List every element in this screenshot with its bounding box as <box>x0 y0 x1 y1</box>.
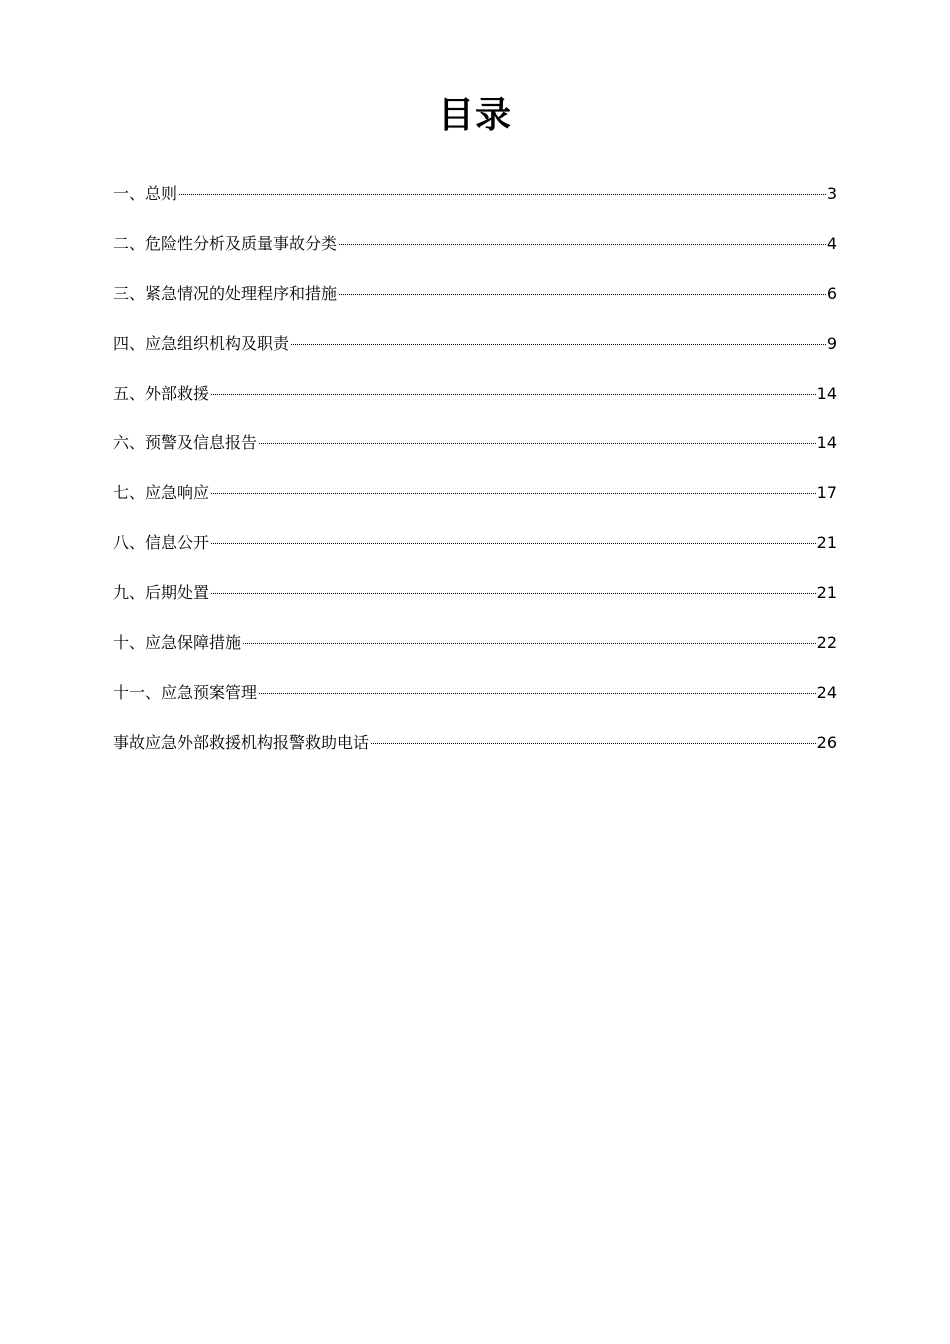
toc-entry-label: 七、应急响应 <box>113 483 210 503</box>
toc-entry[interactable] <box>113 330 837 380</box>
toc-entry[interactable] <box>113 230 837 280</box>
toc-entry[interactable] <box>113 729 837 779</box>
toc-entry-label: 十一、应急预案管理 <box>113 682 258 702</box>
toc-entry-label: 三、紧急情况的处理程序和措施 <box>113 283 338 303</box>
toc-page-number: 3 <box>826 184 837 203</box>
toc-entry[interactable] <box>113 529 837 579</box>
toc-dot-leader <box>259 693 816 694</box>
toc-page-number: 9 <box>826 333 837 353</box>
toc-page-number: 24 <box>816 682 837 702</box>
toc-page-number: 14 <box>816 433 837 453</box>
toc-page-number: 21 <box>816 583 837 603</box>
toc-entry[interactable] <box>113 629 837 679</box>
toc-entry[interactable] <box>113 380 837 430</box>
toc-entry-label: 八、信息公开 <box>113 533 210 553</box>
toc-dot-leader <box>339 294 826 295</box>
toc-entry-label: 事故应急外部救援机构报警救助电话 <box>113 732 370 752</box>
toc-entry-label: 六、预警及信息报告 <box>113 433 258 453</box>
toc-entry[interactable] <box>113 280 837 330</box>
toc-entry-label: 四、应急组织机构及职责 <box>113 333 290 353</box>
toc-dot-leader <box>371 743 816 744</box>
toc-entry[interactable] <box>113 429 837 479</box>
toc-entry[interactable] <box>113 579 837 629</box>
toc-dot-leader <box>339 244 826 245</box>
toc-entry[interactable] <box>113 180 837 230</box>
toc-dot-leader <box>179 194 826 195</box>
page-title: 目录 <box>437 95 512 136</box>
toc-page-number: 22 <box>816 633 837 653</box>
toc-dot-leader <box>211 593 816 594</box>
toc-entry-label: 十、应急保障措施 <box>113 633 242 653</box>
toc-entry-label: 一、总则 <box>113 184 178 203</box>
toc-entry-label: 五、外部救援 <box>113 383 210 403</box>
toc-page-number: 21 <box>816 533 837 553</box>
toc-page-number: 14 <box>816 383 837 403</box>
toc-entry-label: 二、危险性分析及质量事故分类 <box>113 233 338 253</box>
toc-dot-leader <box>291 344 826 345</box>
toc-entry[interactable] <box>113 479 837 529</box>
toc-entry[interactable] <box>113 679 837 729</box>
toc-page-number: 6 <box>826 283 837 303</box>
table-of-contents <box>113 180 837 779</box>
toc-dot-leader <box>259 443 816 444</box>
toc-page-number: 26 <box>816 732 837 752</box>
toc-entry-label: 九、后期处置 <box>113 583 210 603</box>
toc-dot-leader <box>243 643 816 644</box>
toc-dot-leader <box>211 543 816 544</box>
toc-dot-leader <box>211 493 816 494</box>
toc-page-number: 17 <box>816 483 837 503</box>
toc-page-number: 4 <box>826 233 837 253</box>
toc-dot-leader <box>211 394 816 395</box>
